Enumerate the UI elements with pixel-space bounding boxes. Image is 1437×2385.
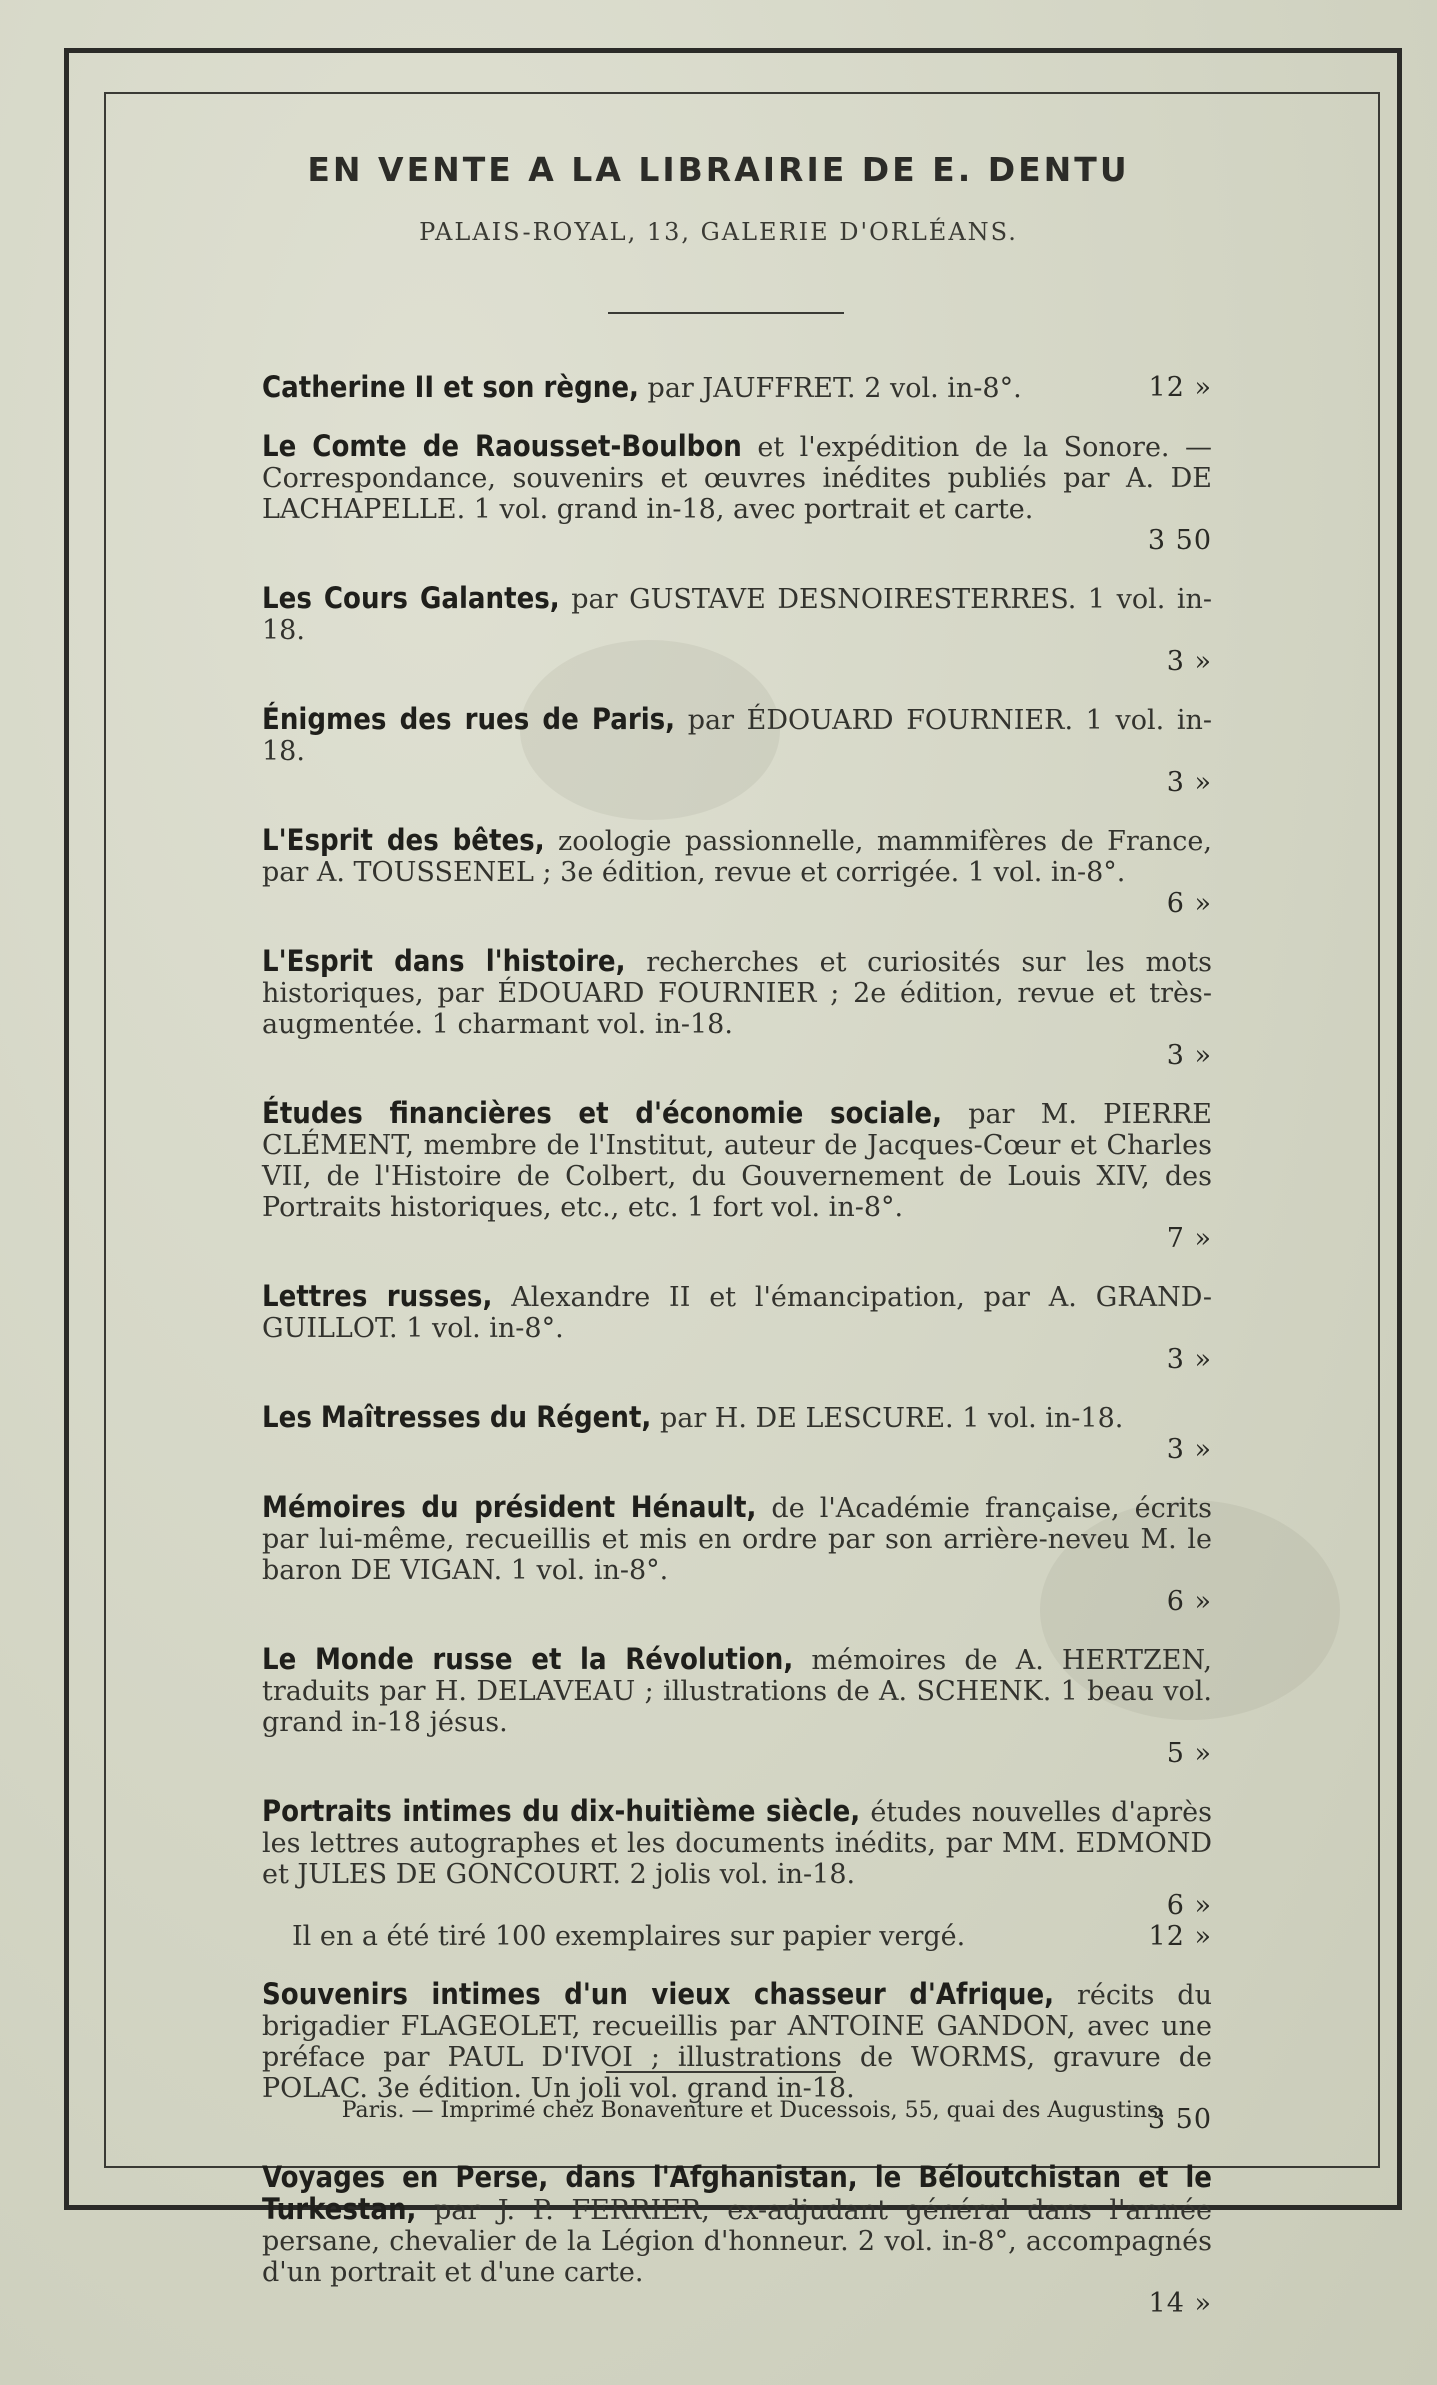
book-description: par GUSTAVE DESNOIRESTERRES. 1 vol. in-18. <box>262 584 1213 646</box>
book-title: Catherine II et son règne, <box>262 370 639 404</box>
book-title: L'Esprit des bêtes, <box>262 823 545 857</box>
book-price: 3 » <box>1166 646 1212 677</box>
catalog-entry <box>262 825 1212 919</box>
book-description: récits du brigadier FLAGEOLET, recueillis par ANTOINE GANDON, avec une préface par PAUL D'IVOI ; illustrations de WORMS, gravure de POLAC. 3e édition. Un joli vol. grand in-18. <box>262 1980 1212 2104</box>
book-price: 12 » <box>1148 372 1212 403</box>
book-description: par H. DE LESCURE. 1 vol. in-18. <box>659 1403 1124 1434</box>
book-title: Les Cours Galantes, <box>262 581 560 615</box>
book-description: recherches et curiosités sur les mots historiques, par ÉDOUARD FOURNIER ; 2e édition, revue et très-augmentée. 1 charmant vol. in-18. <box>262 947 1213 1040</box>
book-price: 6 » <box>1166 1586 1212 1617</box>
book-price: 3 50 <box>1147 525 1212 556</box>
book-title: Mémoires du président Hénault, <box>262 1490 757 1524</box>
book-description: par ÉDOUARD FOURNIER. 1 vol. in-18. <box>262 705 1212 767</box>
book-title: Lettres russes, <box>262 1279 493 1313</box>
book-title: Voyages en Perse, dans l'Afghanistan, le Béloutchistan et le Turkestan, <box>262 2160 1212 2226</box>
book-catalog <box>262 372 1212 2346</box>
book-description: par JAUFFRET. 2 vol. in-8°. <box>647 373 1022 404</box>
book-price: 12 » <box>1148 1921 1212 1952</box>
book-title: Les Maîtresses du Régent, <box>262 1400 652 1434</box>
book-description: Alexandre II et l'émancipation, par A. GRAND-GUILLOT. 1 vol. in-8°. <box>262 1282 1212 1344</box>
book-price: 3 » <box>1166 1434 1212 1465</box>
book-price: 6 » <box>1166 888 1212 919</box>
book-description: zoologie passionnelle, mammifères de France, par A. TOUSSENEL ; 3e édition, revue et corrigée. 1 vol. in-8°. <box>262 826 1212 888</box>
catalog-entry <box>262 1492 1212 1617</box>
publisher-heading: EN VENTE A LA LIBRAIRIE DE E. DENTU <box>307 150 1130 189</box>
book-description: de l'Académie française, écrits par lui-même, recueillis et mis en ordre par son arrière-neveu M. le baron DE VIGAN. 1 vol. in-8°. <box>262 1493 1212 1586</box>
catalog-entry <box>262 946 1212 1071</box>
catalog-entry <box>262 372 1212 404</box>
book-price: 3 » <box>1166 1040 1212 1071</box>
catalog-entry <box>262 431 1212 556</box>
catalog-entry <box>262 1281 1212 1375</box>
book-price: 3 50 <box>1147 2104 1212 2135</box>
publisher-address: PALAIS-ROYAL, 13, GALERIE D'ORLÉANS. <box>419 218 1018 246</box>
catalog-entry <box>262 583 1212 677</box>
catalog-entry <box>262 1644 1212 1769</box>
catalog-entry <box>262 1098 1212 1254</box>
printer-imprint: Paris. — Imprimé chez Bonaventure et Ducessois, 55, quai des Augustins. <box>341 2098 1166 2123</box>
book-description: par M. PIERRE CLÉMENT, membre de l'Institut, auteur de Jacques-Cœur et Charles VII, de l'Histoire de Colbert, du Gouvernement de Louis XIV, des Portraits historiques, etc., etc. 1 fort vol. in-8°. <box>262 1099 1213 1223</box>
book-price: 7 » <box>1166 1223 1212 1254</box>
catalog-entry <box>262 1796 1212 1952</box>
book-price: 5 » <box>1166 1738 1212 1769</box>
book-title: Portraits intimes du dix-huitième siècle, <box>262 1794 861 1828</box>
book-description: études nouvelles d'après les lettres autographes et les documents inédits, par MM. EDMOND et JULES DE GONCOURT. 2 jolis vol. in-18. <box>262 1797 1212 1890</box>
book-description: et l'expédition de la Sonore. — Correspondance, souvenirs et œuvres inédites publiés par A. DE LACHAPELLE. 1 vol. grand in-18, avec portrait et carte. <box>262 432 1212 525</box>
footer-divider <box>606 2071 836 2073</box>
book-description: mémoires de A. HERTZEN, traduits par H. DELAVEAU ; illustrations de A. SCHENK. 1 beau vol. grand in-18 jésus. <box>262 1645 1212 1738</box>
catalog-entry <box>262 2162 1212 2319</box>
book-title: Le Comte de Raousset-Boulbon <box>262 429 742 463</box>
book-title: Le Monde russe et la Révolution, <box>262 1642 794 1676</box>
catalog-entry <box>262 704 1212 798</box>
catalog-entry <box>262 1402 1212 1465</box>
book-price: 3 » <box>1166 767 1212 798</box>
book-title: Énigmes des rues de Paris, <box>262 702 676 736</box>
header-divider <box>608 312 844 314</box>
book-description: par J. P. FERRIER, ex-adjudant général dans l'armée persane, chevalier de la Légion d'honneur. 2 vol. in-8°, accompagnés d'un portrait et d'une carte. <box>262 2195 1212 2288</box>
book-title: L'Esprit dans l'histoire, <box>262 944 626 978</box>
print-run-note: Il en a été tiré 100 exemplaires sur papier vergé. <box>292 1921 966 1952</box>
book-price: 14 » <box>1148 2288 1212 2319</box>
book-title: Souvenirs intimes d'un vieux chasseur d'Afrique, <box>262 1977 1055 2011</box>
book-title: Études financières et d'économie sociale, <box>262 1096 943 1130</box>
book-price: 6 » <box>1166 1890 1212 1921</box>
book-price: 3 » <box>1166 1344 1212 1375</box>
